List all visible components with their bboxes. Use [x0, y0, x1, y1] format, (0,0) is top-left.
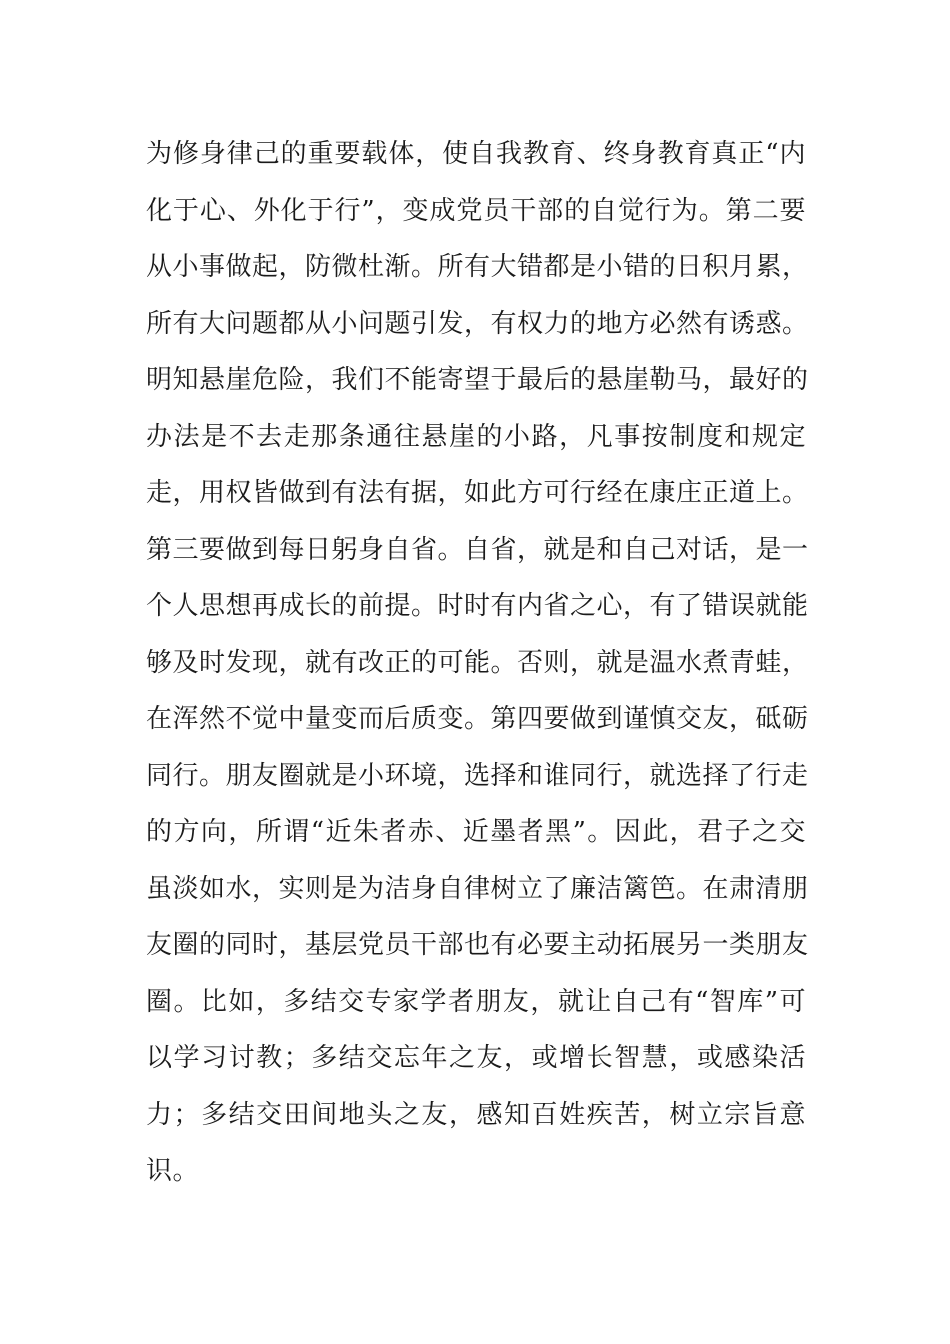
- text-line: 第三要做到每日躬身自省。自省，就是和自己对话，是一: [146, 534, 809, 565]
- text-line-last: 识。: [146, 1156, 200, 1186]
- text-line: 友圈的同时，基层党员干部也有必要主动拓展另一类朋友: [146, 930, 809, 960]
- text-line: 的方向，所谓“近朱者赤、近墨者黑”。因此，君子之交: [146, 817, 806, 847]
- text-line: 走，用权皆做到有法有据，如此方可行经在康庄正道上。: [146, 478, 809, 508]
- text-line: 所有大问题都从小问题引发，有权力的地方必然有诱惑。: [146, 308, 809, 339]
- text-line: 在浑然不觉中量变而后质变。第四要做到谨慎交友，砥砺: [146, 704, 809, 734]
- text-line: 力；多结交田间地头之友，感知百姓疾苦，树立宗旨意: [146, 1099, 806, 1130]
- text-line: 虽淡如水，实则是为洁身自律树立了廉洁篱笆。在肃清朋: [146, 873, 809, 904]
- text-line: 以学习讨教；多结交忘年之友，或增长智慧，或感染活: [146, 1043, 806, 1073]
- text-line: 从小事做起，防微杜渐。所有大错都是小错的日积月累，: [146, 252, 809, 282]
- text-line: 明知悬崖危险，我们不能寄望于最后的悬崖勒马，最好的: [146, 365, 809, 395]
- text-line: 个人思想再成长的前提。时时有内省之心，有了错误就能: [146, 591, 809, 621]
- text-line: 为修身律己的重要载体，使自我教育、终身教育真正“内: [146, 139, 806, 169]
- text-line: 办法是不去走那条通往悬崖的小路，凡事按制度和规定: [146, 421, 806, 452]
- text-line: 化于心、外化于行”，变成党员干部的自觉行为。第二要: [146, 195, 806, 226]
- text-line: 够及时发现，就有改正的可能。否则，就是温水煮青蛙，: [146, 647, 809, 678]
- body-paragraph: [146, 126, 809, 1200]
- text-line: 圈。比如，多结交专家学者朋友，就让自己有“智库”可: [146, 986, 806, 1017]
- text-line: 同行。朋友圈就是小环境，选择和谁同行，就选择了行走: [146, 760, 809, 791]
